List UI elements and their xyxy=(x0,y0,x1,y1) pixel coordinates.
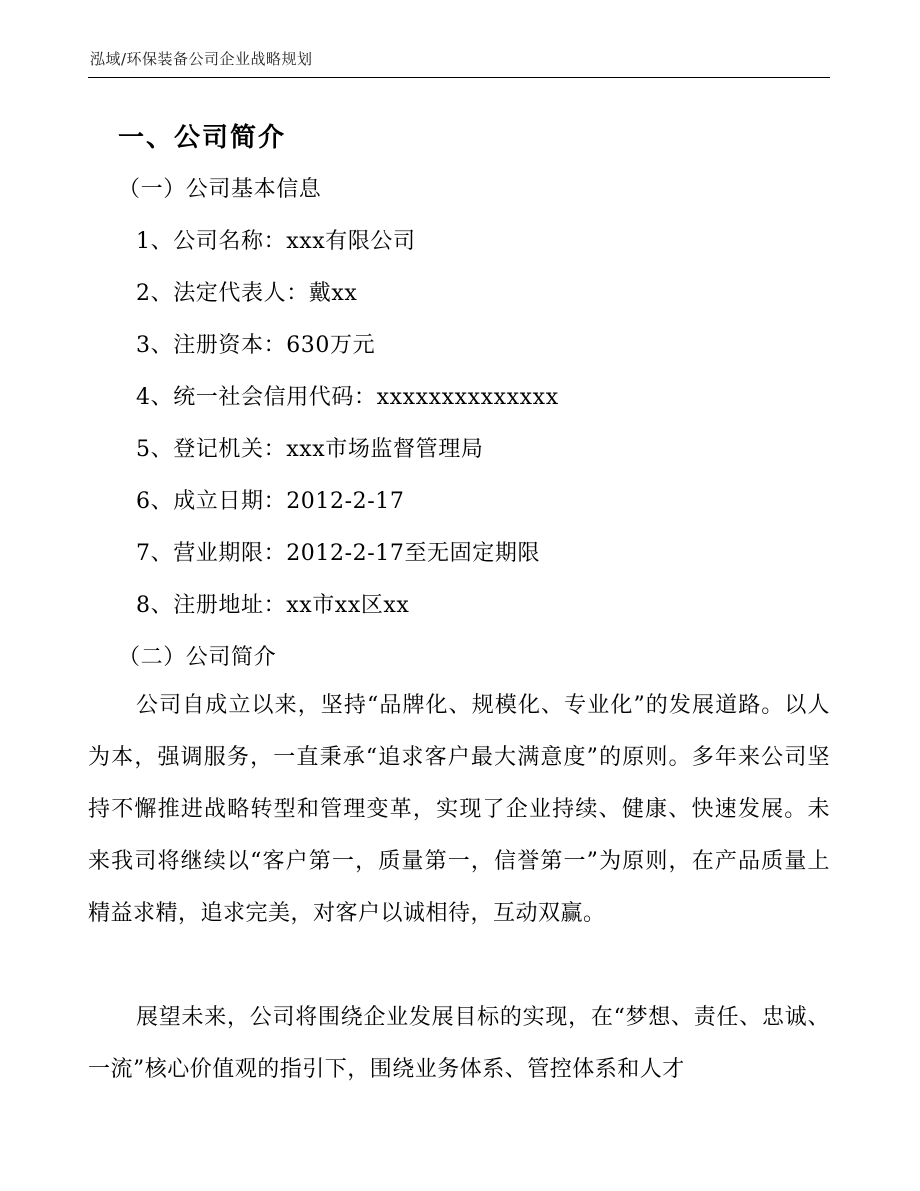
company-profile-paragraph-2: 展望未来，公司将围绕企业发展目标的实现，在“梦想、责任、忠诚、一流”核心价值观的指引下，围绕业务体系、管控体系和人才 xyxy=(88,1005,830,1082)
section-heading: 一、公司简介 xyxy=(118,123,287,153)
info-item-registered-capital: 3、注册资本：630万元 xyxy=(136,333,376,358)
subsection-heading-company-profile: （二）公司简介 xyxy=(118,645,277,670)
info-item-company-name: 1、公司名称：xxx有限公司 xyxy=(136,229,416,254)
header-divider xyxy=(88,77,830,78)
info-item-registered-address: 8、注册地址：xx市xx区xx xyxy=(136,593,410,618)
info-item-established-date: 6、成立日期：2012-2-17 xyxy=(136,489,405,514)
info-item-legal-representative: 2、法定代表人：戴xx xyxy=(136,281,358,306)
info-item-registration-authority: 5、登记机关：xxx市场监督管理局 xyxy=(136,437,484,462)
page-header-title: 泓域/环保装备公司企业战略规划 xyxy=(90,50,313,68)
subsection-heading-basic-info: （一）公司基本信息 xyxy=(118,177,322,202)
info-item-credit-code: 4、统一社会信用代码：xxxxxxxxxxxxxx xyxy=(136,385,559,410)
company-profile-paragraph-1: 公司自成立以来，坚持“品牌化、规模化、专业化”的发展道路。以人为本，强调服务，一直秉承“追求客户最大满意度”的原则。多年来公司坚持不懈推进战略转型和管理变革，实现了企业持续、健康、快速发展。未来我司将继续以“客户第一，质量第一，信誉第一”为原则，在产品质量上精益求精，追求完美，对客户以诚相待，互动双赢。 xyxy=(88,693,830,926)
info-item-business-term: 7、营业期限：2012-2-17至无固定期限 xyxy=(136,541,541,566)
